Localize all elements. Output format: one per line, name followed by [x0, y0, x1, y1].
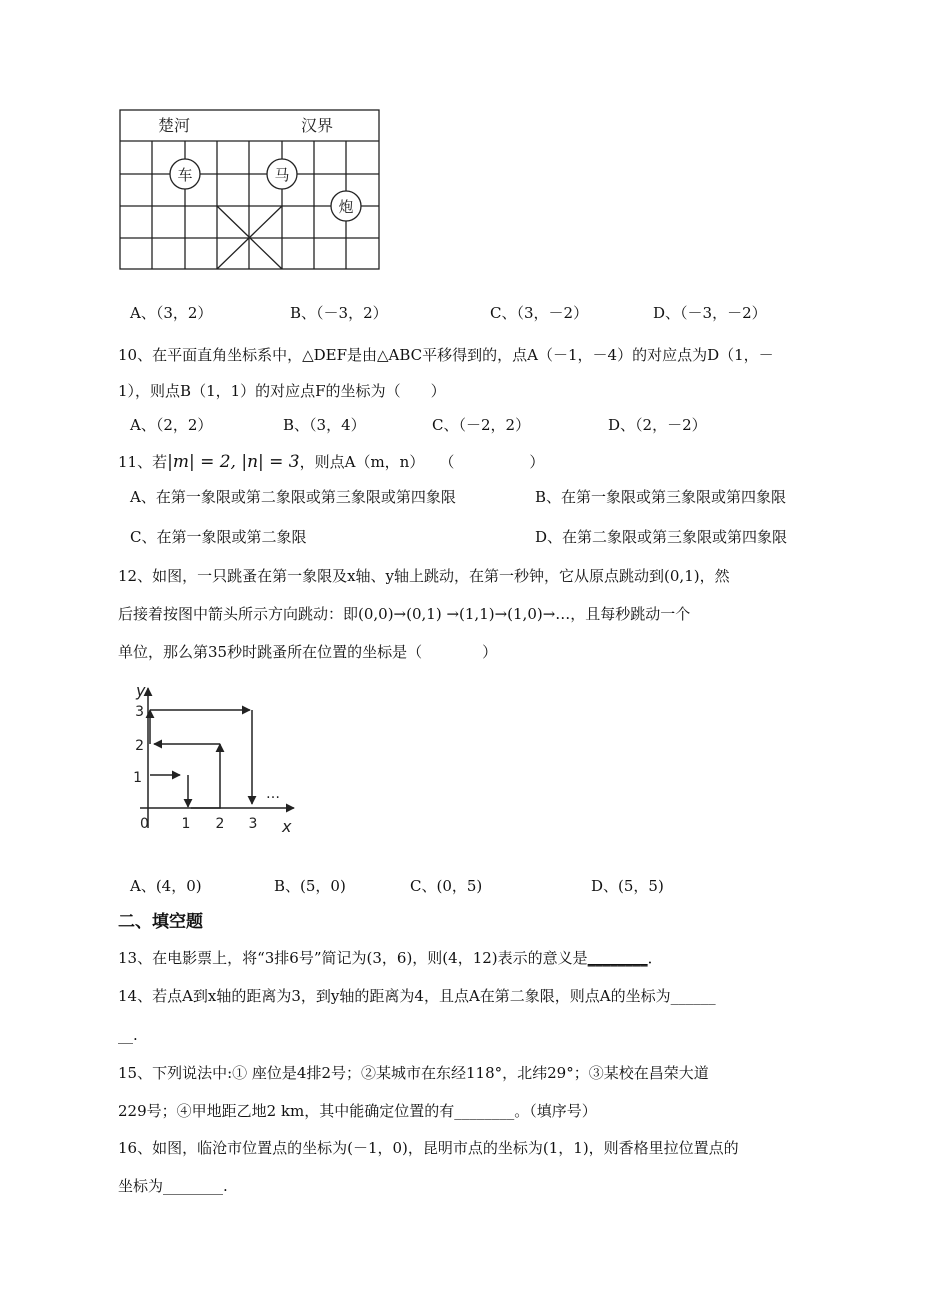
- q12-line-3: 单位，那么第35秒时跳蚤所在位置的坐标是（ ）: [118, 643, 498, 661]
- y-tick-label: 3: [135, 704, 144, 720]
- q11-option-b: B、在第一象限或第三象限或第四象限: [535, 488, 787, 506]
- river-right-label: 汉界: [301, 116, 334, 135]
- chess-board-figure: [118, 108, 382, 272]
- y-tick-label: 1: [133, 770, 142, 786]
- q16-line-2: 坐标为________.: [118, 1177, 228, 1195]
- path-segment: [191, 744, 220, 808]
- q11-suffix: ，则点A（m，n） （ ）: [299, 453, 545, 471]
- q15-line-2: 229号；④甲地距乙地2 km，其中能确定位置的有________。（填序号）: [118, 1102, 597, 1120]
- y-tick-label: 2: [135, 738, 144, 754]
- q12-option-c: C、(0，5): [410, 877, 483, 895]
- q11-option-c: C、在第一象限或第二象限: [130, 528, 307, 546]
- q15-line-1: 15、下列说法中:① 座位是4排2号；②某城市在东经118°，北纬29°；③某校在昌荣大道: [118, 1064, 709, 1082]
- x-tick-label: 1: [181, 816, 191, 832]
- q14-line-1: 14、若点A到x轴的距离为3，到y轴的距离为4，且点A在第二象限，则点A的坐标为______: [118, 987, 716, 1005]
- ellipsis-label: …: [266, 786, 280, 802]
- q12-option-b: B、(5，0): [274, 877, 346, 895]
- q12-line-2: 后接着按图中箭头所示方向跳动：即(0,0)→(0,1) →(1,1)→(1,0)→…，且每秒跳动一个: [118, 605, 691, 623]
- x-axis-label: x: [282, 817, 292, 836]
- section-title: 二、填空题: [118, 912, 203, 932]
- y-axis-label: y: [136, 681, 146, 700]
- q10-line-2: 1），则点B（1，1）的对应点F的坐标为（ ）: [118, 382, 446, 400]
- piece-label: 车: [177, 166, 193, 184]
- q11-stem: [118, 452, 544, 472]
- q10-option-b: B、（3，4）: [283, 416, 366, 434]
- piece-label: 马: [274, 166, 290, 184]
- q13-answer-blank: ________: [587, 949, 648, 967]
- q9-option-b: B、（－3，2）: [290, 304, 388, 322]
- q9-option-c: C、（3，－2）: [490, 304, 589, 322]
- q13-end: ．: [647, 949, 663, 967]
- q16-line-1: 16、如图，临沧市位置点的坐标为(－1，0)，昆明市点的坐标为(1，1)，则香格里拉位置点的: [118, 1139, 739, 1157]
- q10-option-a: A、（2，2）: [130, 416, 213, 434]
- q13-text: 13、在电影票上，将“3排6号”简记为(3，6)，则(4，12)表示的意义是: [118, 949, 588, 967]
- q11-option-a: A、在第一象限或第二象限或第三象限或第四象限: [130, 488, 456, 506]
- chess-piece-pao: [331, 191, 361, 221]
- q12-line-1: 12、如图，一只跳蚤在第一象限及x轴、y轴上跳动，在第一秒钟，它从原点跳动到(0,1)，然: [118, 567, 730, 585]
- q9-option-d: D、（－3，－2）: [653, 304, 767, 322]
- q13-line: [118, 948, 663, 968]
- q12-option-a: A、(4，0): [130, 877, 202, 895]
- q11-prefix: 11、若: [118, 453, 168, 471]
- chess-piece-che: [170, 159, 200, 189]
- q11-formula: |m| = 2, |n| = 3: [167, 452, 300, 472]
- piece-label: 炮: [338, 198, 354, 216]
- q14-line-2: __.: [118, 1026, 138, 1044]
- q10-line-1: 10、在平面直角坐标系中，△DEF是由△ABC平移得到的，点A（－1，－4）的对应点为D（1，－: [118, 346, 774, 364]
- q11-option-d: D、在第二象限或第三象限或第四象限: [535, 528, 788, 546]
- q12-option-d: D、(5，5): [591, 877, 664, 895]
- q10-option-c: C、（－2，2）: [432, 416, 531, 434]
- x-tick-label: 3: [248, 816, 258, 832]
- chess-piece-ma: [267, 159, 297, 189]
- x-tick-label: 2: [215, 816, 225, 832]
- river-left-label: 楚河: [158, 116, 191, 135]
- q10-option-d: D、（2，－2）: [608, 416, 707, 434]
- origin-label: 0: [140, 816, 149, 832]
- flea-path-figure: [126, 680, 306, 838]
- q9-option-a: A、（3，2）: [130, 304, 213, 322]
